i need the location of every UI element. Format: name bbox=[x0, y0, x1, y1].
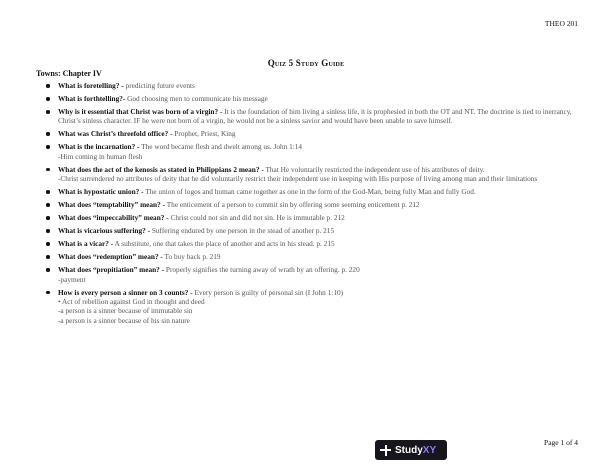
list-item bbox=[58, 142, 578, 161]
question-text: Why is it essential that Christ was born of a virgin? - bbox=[58, 107, 223, 116]
question-text: What does “redemption” mean? - bbox=[58, 252, 163, 262]
question-list bbox=[58, 81, 578, 329]
list-item bbox=[58, 94, 578, 103]
question-text: What is vicarious suffering? - bbox=[58, 226, 151, 236]
list-item bbox=[58, 129, 578, 138]
question-text: How is every person a sinner on 3 counts? - bbox=[58, 287, 193, 297]
plus-icon bbox=[380, 445, 391, 456]
document-title: Quiz 5 Study Guide bbox=[267, 58, 345, 68]
list-item bbox=[58, 200, 578, 209]
page-number: Page 1 of 4 bbox=[544, 438, 578, 447]
answer-text: God choosing men to communicate his message bbox=[125, 94, 268, 103]
list-item bbox=[58, 288, 578, 326]
answer-subline: -payment bbox=[58, 274, 86, 284]
question-text: What does “propitiation” mean? - bbox=[58, 265, 165, 275]
list-item bbox=[58, 165, 578, 184]
list-item bbox=[58, 239, 578, 248]
answer-text: The enticement of a person to commit sin by offering some seeming enticement p. 212 bbox=[165, 200, 420, 210]
studyxy-watermark bbox=[375, 440, 447, 460]
question-text: What is foretelling? - bbox=[58, 81, 124, 90]
answer-text: The word became flesh and dwelt among us. John 1:14 bbox=[139, 142, 303, 152]
answer-text: predicting future events bbox=[123, 81, 195, 90]
question-text: What is a vicar? - bbox=[58, 239, 114, 249]
answer-text: It is the foundation of him living a sinless life, it is prophesied in both the OT and NT. The doctrine is tied to inerrancy, Christ’s sinless character. IF he were not born of a virgin, he would not be a sinless savior and would have been unable to save himself. bbox=[58, 107, 572, 126]
answer-text: Christ could not sin and did not sin. He is immutable p. 212 bbox=[168, 213, 345, 223]
list-item bbox=[58, 81, 578, 90]
question-text: What is hypostatic union? - bbox=[58, 187, 144, 197]
answer-subline: -a person is a sinner because of immutable sin bbox=[58, 306, 193, 316]
list-item bbox=[58, 187, 578, 196]
question-text: What was Christ’s threefold office? - bbox=[58, 129, 173, 139]
section-heading: Towns: Chapter IV bbox=[36, 69, 102, 78]
brand-main: Study bbox=[395, 444, 423, 456]
answer-subline: -Christ surrendered no attributes of deity that he did voluntarily restrict their independent use in keeping with His purpose of living among man and their limitations bbox=[58, 174, 538, 184]
answer-text: The union of logos and human came together as one in the form of the God-Man, being fully Man and fully God. bbox=[143, 187, 476, 197]
answer-text: To buy back p. 219 bbox=[162, 252, 221, 262]
list-item bbox=[58, 107, 578, 126]
question-text: What does “impeccability” mean? - bbox=[58, 213, 169, 223]
answer-text: Every person is guilty of personal sin (I John 1:10) bbox=[192, 287, 344, 297]
answer-subline: -a person is a sinner because of his sin nature bbox=[58, 315, 190, 325]
question-text: What does “temptability” mean? - bbox=[58, 200, 166, 210]
list-item bbox=[58, 226, 578, 235]
answer-subline: • Act of rebellion against God in thought and deed bbox=[58, 297, 205, 307]
answer-text: Suffering endured by one person in the stead of another p. 215 bbox=[150, 226, 335, 236]
list-item bbox=[58, 252, 578, 261]
brand-accent: XY bbox=[422, 444, 437, 456]
question-text: What does the act of the kenosis as stated in Philippians 2 mean? - bbox=[58, 164, 264, 174]
answer-subline: -Him coming in human flesh bbox=[58, 151, 143, 161]
list-item bbox=[58, 213, 578, 222]
answer-text: Properly signifies the turning away of wrath by an offering. p. 220 bbox=[164, 265, 360, 275]
list-item bbox=[58, 265, 578, 284]
question-text: What is the incarnation? - bbox=[58, 142, 140, 152]
answer-text: Prophet, Priest, King bbox=[172, 129, 236, 139]
answer-text: That He voluntarily restricted the independent use of his attributes of deity. bbox=[263, 164, 485, 174]
answer-text: A substitute, one that takes the place of another and acts in his stead. p. 215 bbox=[113, 239, 335, 249]
course-code: THEO 201 bbox=[544, 19, 578, 28]
question-text: What is forthtelling?- bbox=[58, 94, 126, 103]
